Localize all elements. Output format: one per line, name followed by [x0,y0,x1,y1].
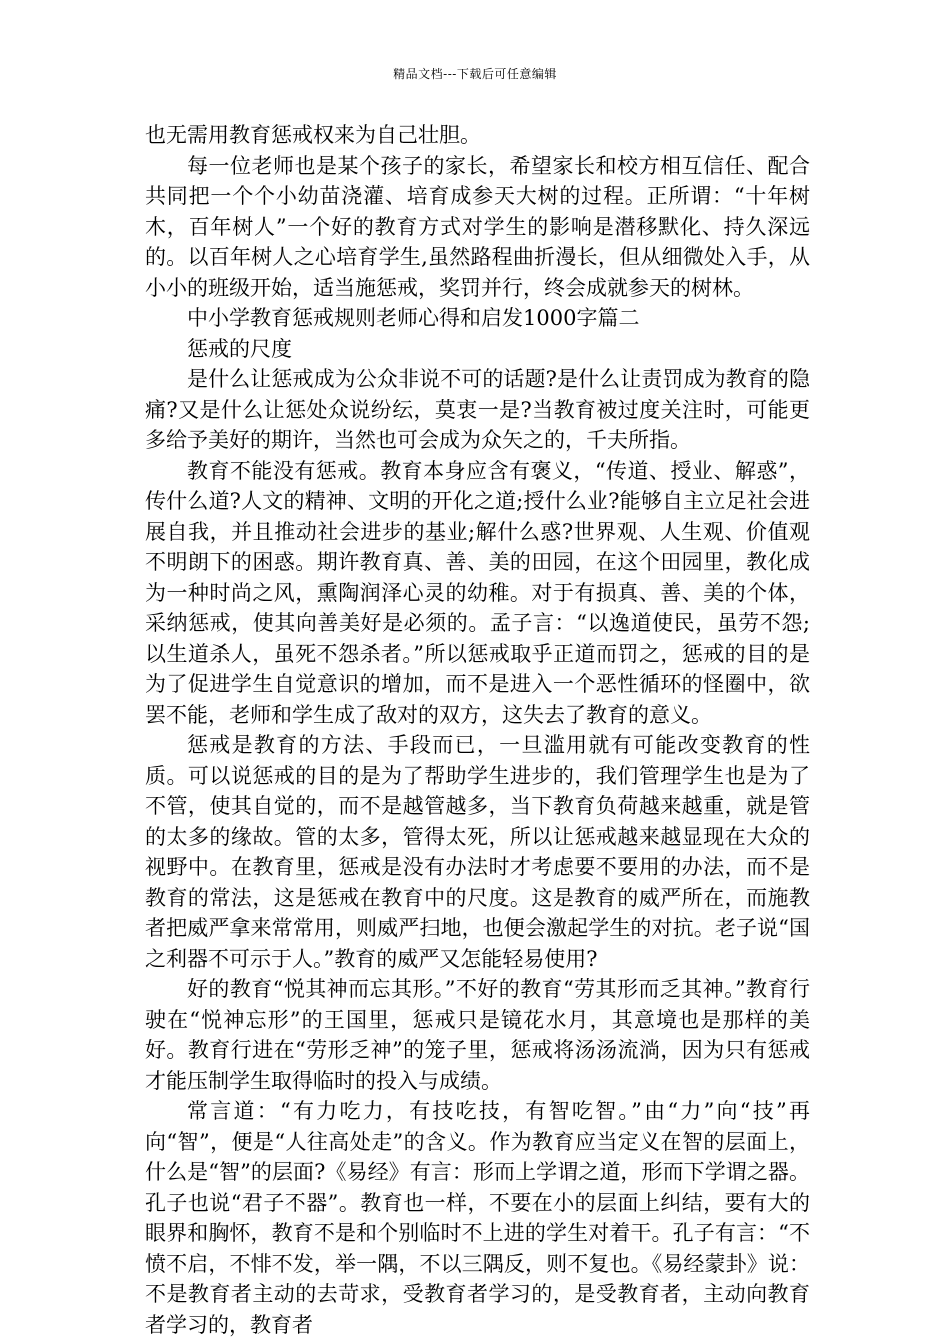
paragraph-5: 惩戒是教育的方法、手段而已，一旦滥用就有可能改变教育的性质。可以说惩戒的目的是为了帮助学生进步的，我们管理学生也是为了不管，使其自觉的，而不是越管越多，当下教育负荷越来越重，就是管的太多的缘故。管的太多，管得太死，所以让惩戒越来越显现在大众的视野中。在教育里，惩戒是没有办法时才考虑要不要用的办法，而不是教育的常法，这是惩戒在教育中的尺度。这是教育的威严所在，而施教者把威严拿来常常用，则威严扫地，也便会激起学生的对抗。老子说“国之利器不可示于人。”教育的威严又怎能轻易使用? [145,733,810,971]
section-title: 中小学教育惩戒规则老师心得和启发1000字篇二 [187,306,640,330]
paragraph-6: 好的教育“悦其神而忘其形。”不好的教育“劳其形而乏其神。”教育行驶在“悦神忘形”的王国里，惩戒只是镜花水月，其意境也是那样的美好。教育行进在“劳形乏神”的笼子里，惩戒将汤汤流淌，因为只有惩戒才能压制学生取得临时的投入与成绩。 [145,977,810,1093]
paragraph-4: 教育不能没有惩戒。教育本身应含有褒义，“传道、授业、解惑”，传什么道?人文的精神、文明的开化之道;授什么业?能够自主立足社会进展自我，并且推动社会进步的基业;解什么惑?世界观、人生观、价值观不明朗下的困惑。期许教育真、善、美的田园，在这个田园里，教化成为一种时尚之风，熏陶润泽心灵的幼稚。对于有损真、善、美的个体，采纳惩戒，使其向善美好是必须的。孟子言：“以逸道使民，虽劳不怨;以生道杀人，虽死不怨杀者。”所以惩戒取乎正道而罚之，惩戒的目的是为了促进学生自觉意识的增加，而不是进入一个恶性循环的怪圈中，欲罢不能，老师和学生成了敌对的双方，这失去了教育的意义。 [145,458,810,727]
paragraph-1: 也无需用教育惩戒权来为自己壮胆。 [145,123,481,147]
paragraph-7: 常言道：“有力吃力，有技吃技，有智吃智。”由“力”向“技”再向“智”，便是“人往高处走”的含义。作为教育应当定义在智的层面上，什么是“智”的层面?《易经》有言：形而上学谓之道，形而下学谓之器。孔子也说“君子不器”。教育也一样，不要在小的层面上纠结，要有大的眼界和胸怀，教育不是和个别临时不上进的学生对着干。孔子有言：“不愤不启，不悱不发，举一隅，不以三隅反，则不复也。《易经蒙卦》说：不是教育者主动的去苛求，受教育者学习的，是受教育者，主动向教育者学习的，教育者 [145,1099,810,1337]
paragraph-2: 每一位老师也是某个孩子的家长，希望家长和校方相互信任、配合共同把一个个小幼苗浇灌、培育成参天大树的过程。正所谓：“十年树木，百年树人”一个好的教育方式对学生的影响是潜移默化、持久深远的。以百年树人之心培育学生,虽然路程曲折漫长，但从细微处入手，从小小的班级开始，适当施惩戒，奖罚并行，终会成就参天的树林。 [145,153,810,300]
paragraph-3: 是什么让惩戒成为公众非说不可的话题?是什么让责罚成为教育的隐痛?又是什么让惩处众说纷纭，莫衷一是?当教育被过度关注时，可能更多给予美好的期许，当然也可会成为众矢之的，千夫所指。 [145,367,810,452]
section-subtitle: 惩戒的尺度 [187,336,292,361]
document-body [145,120,810,1340]
page-header: 精品文档---下载后可任意编辑 [393,67,557,81]
